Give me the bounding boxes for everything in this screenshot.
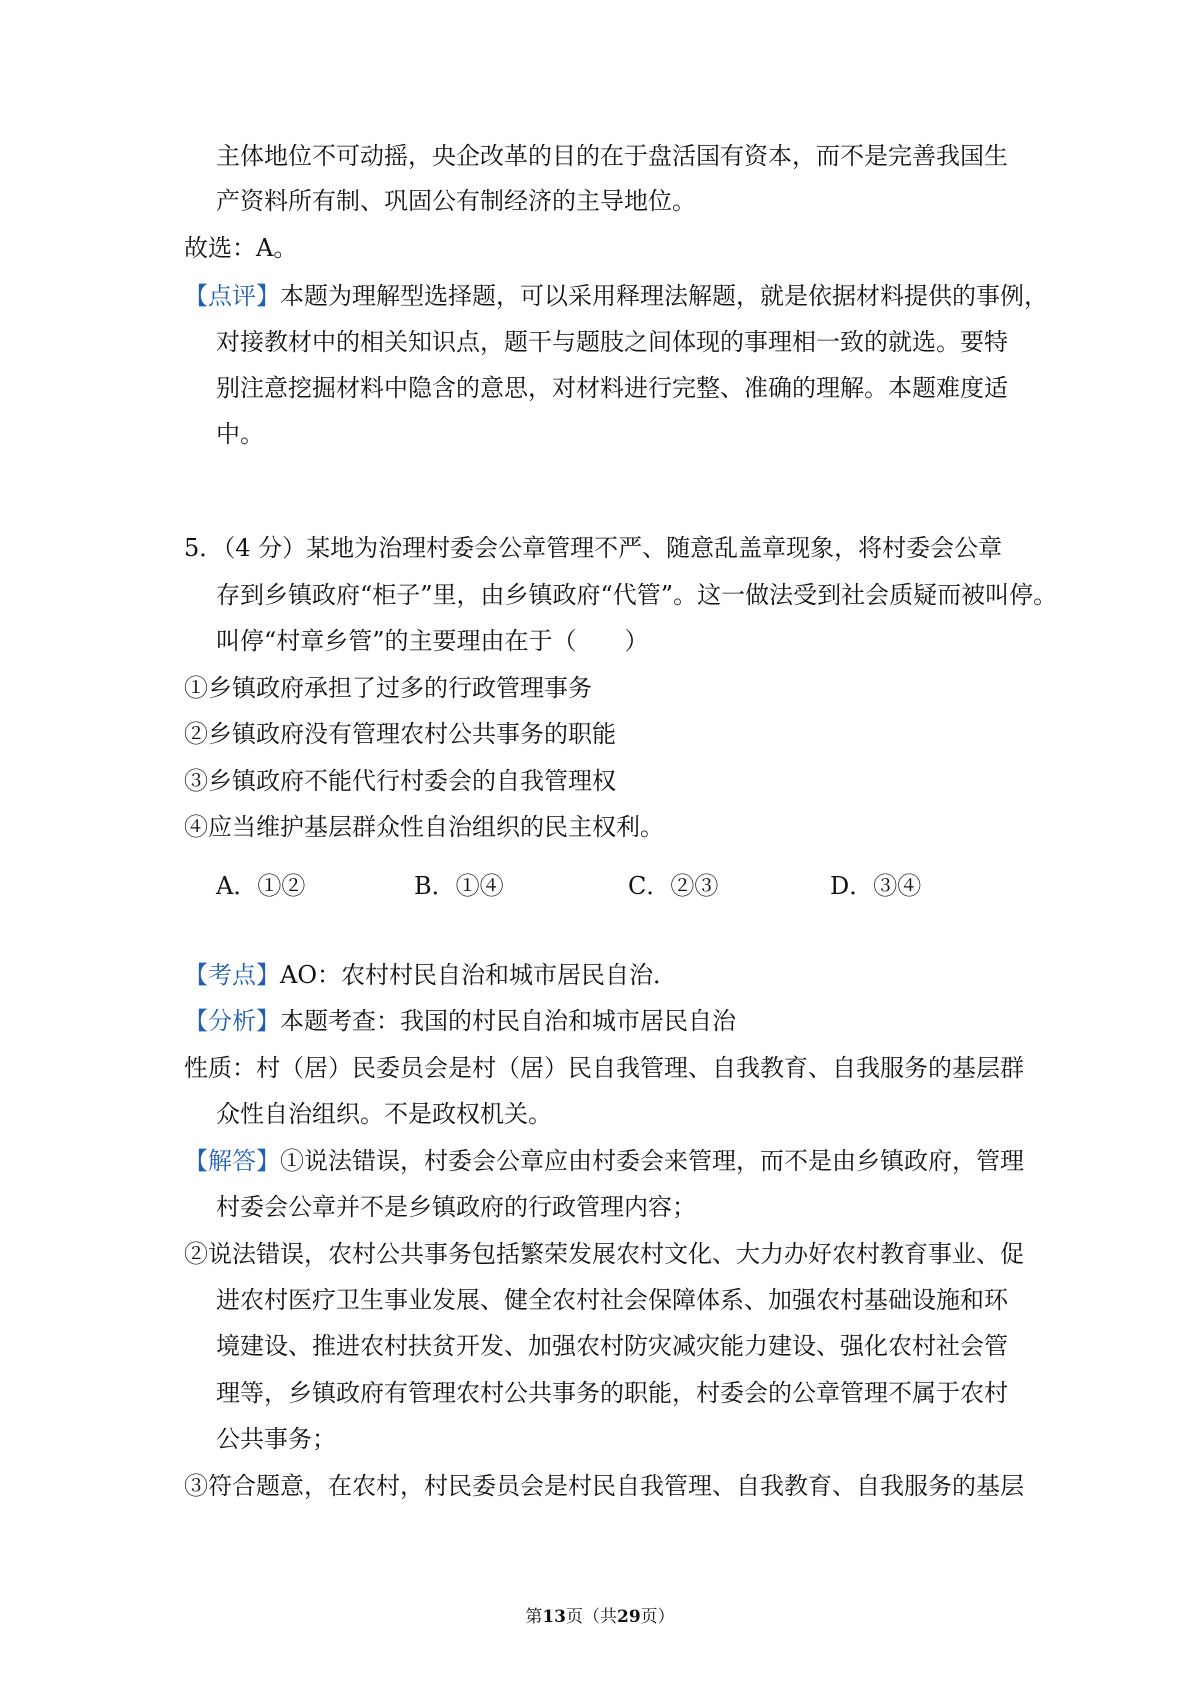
question-item-2: ②乡镇政府没有管理农村公共事务的职能 bbox=[184, 720, 616, 748]
xingzhi-line-1: 性质：村（居）民委员会是村（居）民自我管理、自我教育、自我服务的基层群 bbox=[184, 1054, 1024, 1082]
jieda-p2-line-1: ②说法错误，农村公共事务包括繁荣发展农村文化、大力办好农村教育事业、促 bbox=[184, 1240, 1024, 1268]
prev-comment-line-1: 【点评】本题为理解型选择题，可以采用释理法解题，就是依据材料提供的事例， bbox=[184, 282, 1048, 310]
xingzhi-line-2: 众性自治组织。不是政权机关。 bbox=[216, 1100, 552, 1128]
prev-comment-line-2: 对接教材中的相关知识点，题干与题肢之间体现的事理相一致的就选。要特 bbox=[216, 328, 1008, 356]
question-stem-line-2: 存到乡镇政府“柜子”里，由乡镇政府“代管”。这一做法受到社会质疑而被叫停。 bbox=[216, 581, 1058, 609]
prev-comment-line-4: 中。 bbox=[216, 420, 264, 448]
question-stem-line-1: 5．（4 分）某地为治理村委会公章管理不严、随意乱盖章现象，将村委会公章 bbox=[184, 534, 1003, 562]
jieda-p2-line-3: 境建设、推进农村扶贫开发、加强农村防灾减灾能力建设、强化农村社会管 bbox=[216, 1332, 1008, 1360]
page-total: 29 bbox=[617, 1607, 641, 1627]
jieda-tag: 【解答】 bbox=[184, 1147, 280, 1175]
question-stem-line-3: 叫停“村章乡管”的主要理由在于（ ） bbox=[216, 627, 649, 655]
prev-comment-line-3: 别注意挖掘材料中隐含的意思，对材料进行完整、准确的理解。本题难度适 bbox=[216, 374, 1008, 402]
fenxi-line: 【分析】本题考查：我国的村民自治和城市居民自治 bbox=[184, 1007, 736, 1035]
question-item-3: ③乡镇政府不能代行村委会的自我管理权 bbox=[184, 767, 616, 795]
kaodian-line: 【考点】AO：农村村民自治和城市居民自治． bbox=[184, 961, 678, 989]
jieda-p2-line-5: 公共事务； bbox=[216, 1425, 336, 1453]
question-item-1: ①乡镇政府承担了过多的行政管理事务 bbox=[184, 674, 592, 702]
fenxi-tag: 【分析】 bbox=[184, 1007, 280, 1035]
jieda-line-2: 村委会公章并不是乡镇政府的行政管理内容； bbox=[216, 1193, 696, 1221]
kaodian-tag: 【考点】 bbox=[184, 961, 280, 989]
option-c: C．②③ bbox=[628, 872, 719, 900]
option-d: D．③④ bbox=[830, 872, 922, 900]
prev-answer: 故选：A。 bbox=[184, 234, 298, 262]
question-item-4: ④应当维护基层群众性自治组织的民主权利。 bbox=[184, 813, 664, 841]
comment-tag: 【点评】 bbox=[184, 282, 280, 310]
jieda-line-1: 【解答】①说法错误，村委会公章应由村委会来管理，而不是由乡镇政府，管理 bbox=[184, 1147, 1024, 1175]
jieda-p2-line-2: 进农村医疗卫生事业发展、健全农村社会保障体系、加强农村基础设施和环 bbox=[216, 1286, 1008, 1314]
option-a: A．①② bbox=[216, 872, 306, 900]
page-footer: 第13页（共29页） bbox=[525, 1607, 675, 1627]
prev-explanation-line-1: 主体地位不可动摇，央企改革的目的在于盘活国有资本，而不是完善我国生 bbox=[216, 142, 1008, 170]
jieda-p2-line-4: 理等，乡镇政府有管理农村公共事务的职能，村委会的公章管理不属于农村 bbox=[216, 1379, 1008, 1407]
option-b: B．①④ bbox=[414, 872, 504, 900]
jieda-p3-line-1: ③符合题意，在农村，村民委员会是村民自我管理、自我教育、自我服务的基层 bbox=[184, 1472, 1024, 1500]
page-number: 13 bbox=[542, 1607, 566, 1627]
prev-explanation-line-2: 产资料所有制、巩固公有制经济的主导地位。 bbox=[216, 187, 696, 215]
